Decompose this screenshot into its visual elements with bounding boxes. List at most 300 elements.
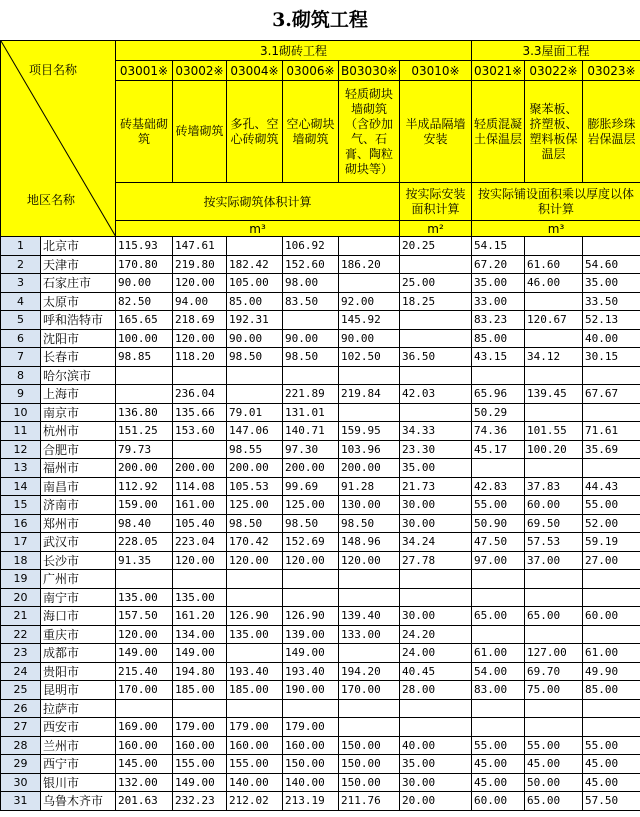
price-cell[interactable]: 221.89: [283, 385, 339, 404]
city-cell[interactable]: 西安市: [41, 718, 116, 737]
price-cell[interactable]: 148.96: [339, 533, 400, 552]
price-cell[interactable]: 131.01: [283, 403, 339, 422]
price-cell[interactable]: 215.40: [116, 662, 173, 681]
price-cell[interactable]: [472, 570, 525, 589]
price-cell[interactable]: 25.00: [400, 274, 472, 293]
price-cell[interactable]: 194.80: [173, 662, 227, 681]
price-cell[interactable]: 139.40: [339, 607, 400, 626]
price-cell[interactable]: [583, 718, 640, 737]
price-cell[interactable]: 159.00: [116, 496, 173, 515]
price-cell[interactable]: 60.00: [583, 607, 640, 626]
price-cell[interactable]: 169.00: [116, 718, 173, 737]
city-cell[interactable]: 广州市: [41, 570, 116, 589]
price-cell[interactable]: 55.00: [583, 736, 640, 755]
price-cell[interactable]: [583, 366, 640, 385]
price-cell[interactable]: [525, 459, 583, 478]
price-cell[interactable]: 67.20: [472, 255, 525, 274]
price-cell[interactable]: 140.71: [283, 422, 339, 441]
price-cell[interactable]: 170.42: [227, 533, 283, 552]
price-cell[interactable]: [583, 403, 640, 422]
price-cell[interactable]: 190.00: [283, 681, 339, 700]
price-cell[interactable]: [525, 718, 583, 737]
price-cell[interactable]: [339, 570, 400, 589]
price-cell[interactable]: 33.00: [472, 292, 525, 311]
price-cell[interactable]: 52.13: [583, 311, 640, 330]
price-cell[interactable]: [283, 366, 339, 385]
price-cell[interactable]: [525, 237, 583, 256]
price-cell[interactable]: 155.00: [173, 755, 227, 774]
price-cell[interactable]: 55.00: [472, 496, 525, 515]
price-cell[interactable]: 135.00: [173, 588, 227, 607]
price-cell[interactable]: 223.04: [173, 533, 227, 552]
price-cell[interactable]: 36.50: [400, 348, 472, 367]
price-cell[interactable]: [472, 718, 525, 737]
price-cell[interactable]: 150.00: [283, 755, 339, 774]
city-cell[interactable]: 上海市: [41, 385, 116, 404]
price-cell[interactable]: 90.00: [283, 329, 339, 348]
price-cell[interactable]: [525, 403, 583, 422]
price-cell[interactable]: 115.93: [116, 237, 173, 256]
price-cell[interactable]: 98.50: [339, 514, 400, 533]
price-cell[interactable]: [472, 699, 525, 718]
price-cell[interactable]: 42.03: [400, 385, 472, 404]
price-cell[interactable]: 145.92: [339, 311, 400, 330]
price-cell[interactable]: 161.00: [173, 496, 227, 515]
price-cell[interactable]: 90.00: [339, 329, 400, 348]
price-cell[interactable]: 61.60: [525, 255, 583, 274]
price-cell[interactable]: [283, 570, 339, 589]
price-cell[interactable]: 139.00: [283, 625, 339, 644]
price-cell[interactable]: 120.00: [173, 551, 227, 570]
price-cell[interactable]: 98.85: [116, 348, 173, 367]
price-cell[interactable]: 61.00: [583, 644, 640, 663]
price-cell[interactable]: 97.30: [283, 440, 339, 459]
price-cell[interactable]: 98.50: [283, 348, 339, 367]
price-cell[interactable]: 105.40: [173, 514, 227, 533]
price-cell[interactable]: [583, 699, 640, 718]
city-cell[interactable]: 济南市: [41, 496, 116, 515]
price-cell[interactable]: [525, 366, 583, 385]
price-cell[interactable]: 85.00: [472, 329, 525, 348]
price-cell[interactable]: 45.17: [472, 440, 525, 459]
price-cell[interactable]: 103.96: [339, 440, 400, 459]
price-cell[interactable]: 45.00: [472, 773, 525, 792]
price-cell[interactable]: [525, 588, 583, 607]
price-cell[interactable]: 150.00: [339, 736, 400, 755]
price-cell[interactable]: 75.00: [525, 681, 583, 700]
price-cell[interactable]: 186.20: [339, 255, 400, 274]
price-cell[interactable]: 55.00: [583, 496, 640, 515]
price-cell[interactable]: 45.00: [472, 755, 525, 774]
price-cell[interactable]: [400, 699, 472, 718]
city-cell[interactable]: 郑州市: [41, 514, 116, 533]
price-cell[interactable]: [339, 588, 400, 607]
price-cell[interactable]: [283, 588, 339, 607]
price-cell[interactable]: 35.69: [583, 440, 640, 459]
price-cell[interactable]: 30.00: [400, 773, 472, 792]
city-cell[interactable]: 贵阳市: [41, 662, 116, 681]
price-cell[interactable]: [583, 237, 640, 256]
price-cell[interactable]: 27.00: [583, 551, 640, 570]
price-cell[interactable]: [283, 311, 339, 330]
price-cell[interactable]: 100.00: [116, 329, 173, 348]
price-cell[interactable]: 232.23: [173, 792, 227, 811]
city-cell[interactable]: 西宁市: [41, 755, 116, 774]
price-cell[interactable]: 37.83: [525, 477, 583, 496]
price-cell[interactable]: 120.00: [116, 625, 173, 644]
price-cell[interactable]: 82.50: [116, 292, 173, 311]
price-cell[interactable]: 112.92: [116, 477, 173, 496]
price-cell[interactable]: 152.60: [283, 255, 339, 274]
price-cell[interactable]: 139.45: [525, 385, 583, 404]
price-cell[interactable]: 159.95: [339, 422, 400, 441]
price-cell[interactable]: [116, 699, 173, 718]
price-cell[interactable]: 170.00: [339, 681, 400, 700]
price-cell[interactable]: [227, 366, 283, 385]
city-cell[interactable]: 银川市: [41, 773, 116, 792]
price-cell[interactable]: 149.00: [116, 644, 173, 663]
price-cell[interactable]: 57.50: [583, 792, 640, 811]
price-cell[interactable]: 200.00: [283, 459, 339, 478]
city-cell[interactable]: 呼和浩特市: [41, 311, 116, 330]
city-cell[interactable]: 乌鲁木齐市: [41, 792, 116, 811]
price-cell[interactable]: [227, 699, 283, 718]
price-cell[interactable]: 105.00: [227, 274, 283, 293]
price-cell[interactable]: 45.00: [583, 773, 640, 792]
price-cell[interactable]: 83.00: [472, 681, 525, 700]
price-cell[interactable]: 55.00: [525, 736, 583, 755]
price-cell[interactable]: [525, 625, 583, 644]
price-cell[interactable]: 201.63: [116, 792, 173, 811]
price-cell[interactable]: 69.70: [525, 662, 583, 681]
price-cell[interactable]: 160.00: [227, 736, 283, 755]
price-cell[interactable]: 213.19: [283, 792, 339, 811]
price-cell[interactable]: 98.55: [227, 440, 283, 459]
price-cell[interactable]: [339, 403, 400, 422]
price-cell[interactable]: 192.31: [227, 311, 283, 330]
price-cell[interactable]: 85.00: [227, 292, 283, 311]
price-cell[interactable]: 193.40: [283, 662, 339, 681]
price-cell[interactable]: 219.84: [339, 385, 400, 404]
price-cell[interactable]: 130.00: [339, 496, 400, 515]
price-cell[interactable]: 33.50: [583, 292, 640, 311]
price-cell[interactable]: [227, 570, 283, 589]
price-cell[interactable]: 20.00: [400, 792, 472, 811]
price-cell[interactable]: 60.00: [525, 496, 583, 515]
price-cell[interactable]: 54.15: [472, 237, 525, 256]
price-cell[interactable]: 54.60: [583, 255, 640, 274]
city-cell[interactable]: 长春市: [41, 348, 116, 367]
price-cell[interactable]: 45.00: [583, 755, 640, 774]
price-cell[interactable]: 118.20: [173, 348, 227, 367]
city-cell[interactable]: 成都市: [41, 644, 116, 663]
price-cell[interactable]: 98.50: [227, 514, 283, 533]
price-cell[interactable]: [283, 699, 339, 718]
price-cell[interactable]: 160.00: [116, 736, 173, 755]
price-cell[interactable]: 83.23: [472, 311, 525, 330]
price-cell[interactable]: 134.00: [173, 625, 227, 644]
price-cell[interactable]: 79.73: [116, 440, 173, 459]
price-cell[interactable]: [583, 459, 640, 478]
price-cell[interactable]: 30.00: [400, 496, 472, 515]
price-cell[interactable]: 65.00: [525, 607, 583, 626]
price-cell[interactable]: 20.25: [400, 237, 472, 256]
city-cell[interactable]: 沈阳市: [41, 329, 116, 348]
price-cell[interactable]: 126.90: [283, 607, 339, 626]
price-cell[interactable]: [116, 366, 173, 385]
price-cell[interactable]: 182.42: [227, 255, 283, 274]
price-cell[interactable]: [116, 570, 173, 589]
price-cell[interactable]: 157.50: [116, 607, 173, 626]
price-cell[interactable]: 193.40: [227, 662, 283, 681]
price-cell[interactable]: 65.96: [472, 385, 525, 404]
price-cell[interactable]: 152.69: [283, 533, 339, 552]
city-cell[interactable]: 哈尔滨市: [41, 366, 116, 385]
price-cell[interactable]: 170.00: [116, 681, 173, 700]
price-cell[interactable]: 65.00: [472, 607, 525, 626]
price-cell[interactable]: 120.00: [173, 329, 227, 348]
price-cell[interactable]: 179.00: [227, 718, 283, 737]
price-cell[interactable]: 160.00: [173, 736, 227, 755]
price-cell[interactable]: 170.80: [116, 255, 173, 274]
city-cell[interactable]: 北京市: [41, 237, 116, 256]
price-cell[interactable]: 42.83: [472, 477, 525, 496]
price-cell[interactable]: [227, 644, 283, 663]
city-cell[interactable]: 太原市: [41, 292, 116, 311]
city-cell[interactable]: 拉萨市: [41, 699, 116, 718]
price-cell[interactable]: 133.00: [339, 625, 400, 644]
price-cell[interactable]: 218.69: [173, 311, 227, 330]
price-cell[interactable]: 97.00: [472, 551, 525, 570]
price-cell[interactable]: 135.00: [116, 588, 173, 607]
price-cell[interactable]: [173, 440, 227, 459]
price-cell[interactable]: 37.00: [525, 551, 583, 570]
price-cell[interactable]: 102.50: [339, 348, 400, 367]
price-cell[interactable]: 52.00: [583, 514, 640, 533]
price-cell[interactable]: 90.00: [227, 329, 283, 348]
price-cell[interactable]: 50.90: [472, 514, 525, 533]
price-cell[interactable]: [339, 718, 400, 737]
city-cell[interactable]: 南宁市: [41, 588, 116, 607]
price-cell[interactable]: [227, 588, 283, 607]
price-cell[interactable]: [339, 274, 400, 293]
price-cell[interactable]: [583, 570, 640, 589]
price-cell[interactable]: 27.78: [400, 551, 472, 570]
price-cell[interactable]: 47.50: [472, 533, 525, 552]
price-cell[interactable]: [400, 366, 472, 385]
price-cell[interactable]: 94.00: [173, 292, 227, 311]
price-cell[interactable]: 149.00: [283, 644, 339, 663]
price-cell[interactable]: 136.80: [116, 403, 173, 422]
price-cell[interactable]: 55.00: [472, 736, 525, 755]
price-cell[interactable]: [339, 366, 400, 385]
price-cell[interactable]: 35.00: [400, 459, 472, 478]
price-cell[interactable]: [339, 237, 400, 256]
price-cell[interactable]: 57.53: [525, 533, 583, 552]
price-cell[interactable]: 120.00: [227, 551, 283, 570]
price-cell[interactable]: 149.00: [173, 644, 227, 663]
price-cell[interactable]: 114.08: [173, 477, 227, 496]
price-cell[interactable]: 200.00: [116, 459, 173, 478]
price-cell[interactable]: 35.00: [400, 755, 472, 774]
price-cell[interactable]: 40.00: [583, 329, 640, 348]
price-cell[interactable]: [472, 588, 525, 607]
price-cell[interactable]: 98.50: [227, 348, 283, 367]
price-cell[interactable]: 71.61: [583, 422, 640, 441]
price-cell[interactable]: 160.00: [283, 736, 339, 755]
price-cell[interactable]: 40.00: [400, 736, 472, 755]
price-cell[interactable]: 179.00: [283, 718, 339, 737]
price-cell[interactable]: [400, 718, 472, 737]
city-cell[interactable]: 福州市: [41, 459, 116, 478]
price-cell[interactable]: 23.30: [400, 440, 472, 459]
price-cell[interactable]: [400, 588, 472, 607]
price-cell[interactable]: 35.00: [583, 274, 640, 293]
price-cell[interactable]: [173, 366, 227, 385]
price-cell[interactable]: [116, 385, 173, 404]
price-cell[interactable]: 105.53: [227, 477, 283, 496]
price-cell[interactable]: 90.00: [116, 274, 173, 293]
price-cell[interactable]: [583, 588, 640, 607]
price-cell[interactable]: [525, 570, 583, 589]
city-cell[interactable]: 兰州市: [41, 736, 116, 755]
price-cell[interactable]: 35.00: [472, 274, 525, 293]
price-cell[interactable]: [400, 255, 472, 274]
price-cell[interactable]: 85.00: [583, 681, 640, 700]
price-cell[interactable]: [400, 329, 472, 348]
price-cell[interactable]: 120.00: [173, 274, 227, 293]
price-cell[interactable]: 179.00: [173, 718, 227, 737]
city-cell[interactable]: 合肥市: [41, 440, 116, 459]
price-cell[interactable]: 125.00: [283, 496, 339, 515]
price-cell[interactable]: 34.24: [400, 533, 472, 552]
price-cell[interactable]: 211.76: [339, 792, 400, 811]
price-cell[interactable]: 92.00: [339, 292, 400, 311]
price-cell[interactable]: 44.43: [583, 477, 640, 496]
price-cell[interactable]: 212.02: [227, 792, 283, 811]
price-cell[interactable]: 61.00: [472, 644, 525, 663]
price-cell[interactable]: 145.00: [116, 755, 173, 774]
price-cell[interactable]: 28.00: [400, 681, 472, 700]
price-cell[interactable]: 49.90: [583, 662, 640, 681]
price-cell[interactable]: [525, 292, 583, 311]
price-cell[interactable]: 140.00: [283, 773, 339, 792]
price-cell[interactable]: 21.73: [400, 477, 472, 496]
price-cell[interactable]: 125.00: [227, 496, 283, 515]
price-cell[interactable]: 147.61: [173, 237, 227, 256]
price-cell[interactable]: 200.00: [173, 459, 227, 478]
price-cell[interactable]: [525, 329, 583, 348]
price-cell[interactable]: 194.20: [339, 662, 400, 681]
price-cell[interactable]: 40.45: [400, 662, 472, 681]
price-cell[interactable]: 106.92: [283, 237, 339, 256]
price-cell[interactable]: 59.19: [583, 533, 640, 552]
city-cell[interactable]: 杭州市: [41, 422, 116, 441]
price-cell[interactable]: 60.00: [472, 792, 525, 811]
price-cell[interactable]: 43.15: [472, 348, 525, 367]
price-cell[interactable]: 79.01: [227, 403, 283, 422]
city-cell[interactable]: 长沙市: [41, 551, 116, 570]
price-cell[interactable]: [227, 237, 283, 256]
price-cell[interactable]: 91.28: [339, 477, 400, 496]
price-cell[interactable]: [400, 311, 472, 330]
price-cell[interactable]: 30.15: [583, 348, 640, 367]
city-cell[interactable]: 昆明市: [41, 681, 116, 700]
price-cell[interactable]: 45.00: [525, 755, 583, 774]
city-cell[interactable]: 南昌市: [41, 477, 116, 496]
price-cell[interactable]: 67.67: [583, 385, 640, 404]
price-cell[interactable]: [525, 699, 583, 718]
price-cell[interactable]: 153.60: [173, 422, 227, 441]
price-cell[interactable]: [173, 699, 227, 718]
price-cell[interactable]: [583, 625, 640, 644]
city-cell[interactable]: 武汉市: [41, 533, 116, 552]
city-cell[interactable]: 石家庄市: [41, 274, 116, 293]
price-cell[interactable]: 135.00: [227, 625, 283, 644]
price-cell[interactable]: [400, 403, 472, 422]
price-cell[interactable]: 99.69: [283, 477, 339, 496]
price-cell[interactable]: 120.00: [283, 551, 339, 570]
city-cell[interactable]: 南京市: [41, 403, 116, 422]
price-cell[interactable]: 83.50: [283, 292, 339, 311]
price-cell[interactable]: 34.33: [400, 422, 472, 441]
price-cell[interactable]: 150.00: [339, 773, 400, 792]
price-cell[interactable]: 120.00: [339, 551, 400, 570]
price-cell[interactable]: 165.65: [116, 311, 173, 330]
price-cell[interactable]: 34.12: [525, 348, 583, 367]
price-cell[interactable]: 65.00: [525, 792, 583, 811]
price-cell[interactable]: 69.50: [525, 514, 583, 533]
city-cell[interactable]: 天津市: [41, 255, 116, 274]
price-cell[interactable]: 126.90: [227, 607, 283, 626]
price-cell[interactable]: [400, 570, 472, 589]
price-cell[interactable]: 127.00: [525, 644, 583, 663]
price-cell[interactable]: 236.04: [173, 385, 227, 404]
price-cell[interactable]: 98.50: [283, 514, 339, 533]
price-cell[interactable]: 46.00: [525, 274, 583, 293]
price-cell[interactable]: 200.00: [339, 459, 400, 478]
price-cell[interactable]: 147.06: [227, 422, 283, 441]
price-cell[interactable]: 200.00: [227, 459, 283, 478]
price-cell[interactable]: [472, 459, 525, 478]
price-cell[interactable]: 155.00: [227, 755, 283, 774]
city-cell[interactable]: 海口市: [41, 607, 116, 626]
price-cell[interactable]: 161.20: [173, 607, 227, 626]
price-cell[interactable]: 50.29: [472, 403, 525, 422]
price-cell[interactable]: 140.00: [227, 773, 283, 792]
price-cell[interactable]: 150.00: [339, 755, 400, 774]
price-cell[interactable]: [472, 625, 525, 644]
city-cell[interactable]: 重庆市: [41, 625, 116, 644]
price-cell[interactable]: [339, 699, 400, 718]
price-cell[interactable]: 151.25: [116, 422, 173, 441]
price-cell[interactable]: 149.00: [173, 773, 227, 792]
price-cell[interactable]: [227, 385, 283, 404]
price-cell[interactable]: 228.05: [116, 533, 173, 552]
price-cell[interactable]: 185.00: [173, 681, 227, 700]
price-cell[interactable]: 219.80: [173, 255, 227, 274]
price-cell[interactable]: 18.25: [400, 292, 472, 311]
price-cell[interactable]: 91.35: [116, 551, 173, 570]
price-cell[interactable]: 98.00: [283, 274, 339, 293]
price-cell[interactable]: 98.40: [116, 514, 173, 533]
price-cell[interactable]: 74.36: [472, 422, 525, 441]
price-cell[interactable]: [472, 366, 525, 385]
price-cell[interactable]: 100.20: [525, 440, 583, 459]
price-cell[interactable]: 30.00: [400, 607, 472, 626]
price-cell[interactable]: 120.67: [525, 311, 583, 330]
price-cell[interactable]: [173, 570, 227, 589]
